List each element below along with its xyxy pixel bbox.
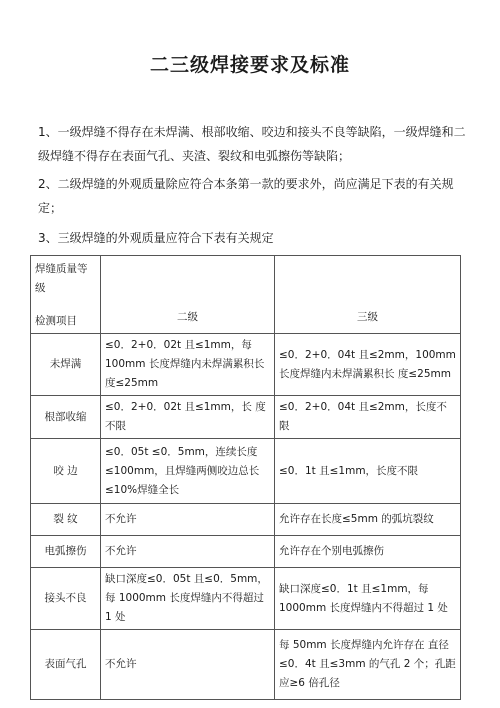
row-item: 电弧擦伤	[31, 536, 101, 568]
table-row	[31, 439, 461, 504]
row-grade3: 每 50mm 长度焊缝内允许存在 直径≤0．4t 且≤3mm 的气孔 2 个；孔距应≥6 倍孔径	[275, 630, 461, 700]
table-row	[31, 504, 461, 536]
header-corner-bottom: 检测项目	[35, 315, 77, 327]
row-grade2: 不允许	[101, 536, 275, 568]
page-title: 二三级焊接要求及标准	[149, 54, 350, 76]
weld-quality-table	[30, 255, 461, 700]
row-grade2: 不允许	[101, 504, 275, 536]
row-grade2: ≤0．05t ≤0．5mm，连续长度≤100mm，且焊缝两侧咬边总长≤10%焊缝全长	[101, 439, 275, 504]
paragraph-1: 1、一级焊缝不得存在未焊满、根部收缩、咬边和接头不良等缺陷，一级焊缝和二级焊缝不得存在表面气孔、夹渣、裂纹和电弧擦伤等缺陷；	[38, 125, 466, 163]
row-grade3: 缺口深度≤0．1t 且≤1mm，每 1000mm 长度焊缝内不得超过 1 处	[275, 568, 461, 630]
table-header-row	[31, 256, 461, 334]
row-grade2: 缺口深度≤0．05t 且≤0．5mm，每 1000mm 长度焊缝内不得超过 1 处	[101, 568, 275, 630]
row-grade2: 不允许	[101, 630, 275, 700]
header-corner-top: 焊缝质量等级	[35, 263, 88, 294]
row-item: 表面气孔	[31, 630, 101, 700]
row-grade3: ≤0．2+0．04t 且≤2mm，长度不限	[275, 396, 461, 439]
row-item: 根部收缩	[31, 396, 101, 439]
header-grade2: 二级	[101, 256, 275, 334]
header-corner-cell	[31, 256, 101, 334]
row-item: 接头不良	[31, 568, 101, 630]
table-row	[31, 536, 461, 568]
row-grade3: ≤0．1t 且≤1mm，长度不限	[275, 439, 461, 504]
paragraph-3: 3、三级焊缝的外观质量应符合下表有关规定	[38, 231, 274, 245]
row-item: 裂 纹	[31, 504, 101, 536]
header-grade3: 三级	[275, 256, 461, 334]
table-row	[31, 334, 461, 396]
row-grade2: ≤0．2+0．02t 且≤1mm，长 度不限	[101, 396, 275, 439]
paragraph-2: 2、二级焊缝的外观质量除应符合本条第一款的要求外，尚应满足下表的有关规定；	[38, 177, 454, 215]
row-grade2: ≤0．2+0．02t 且≤1mm，每 100mm 长度焊缝内未焊满累积长度≤25mm	[101, 334, 275, 396]
table-row	[31, 568, 461, 630]
row-item: 未焊满	[31, 334, 101, 396]
row-grade3: 允许存在个别电弧擦伤	[275, 536, 461, 568]
table-row	[31, 630, 461, 700]
row-item: 咬 边	[31, 439, 101, 504]
row-grade3: 允许存在长度≤5mm 的弧坑裂纹	[275, 504, 461, 536]
row-grade3: ≤0．2+0．04t 且≤2mm，100mm 长度焊缝内未焊满累积长 度≤25mm	[275, 334, 461, 396]
table-row	[31, 396, 461, 439]
